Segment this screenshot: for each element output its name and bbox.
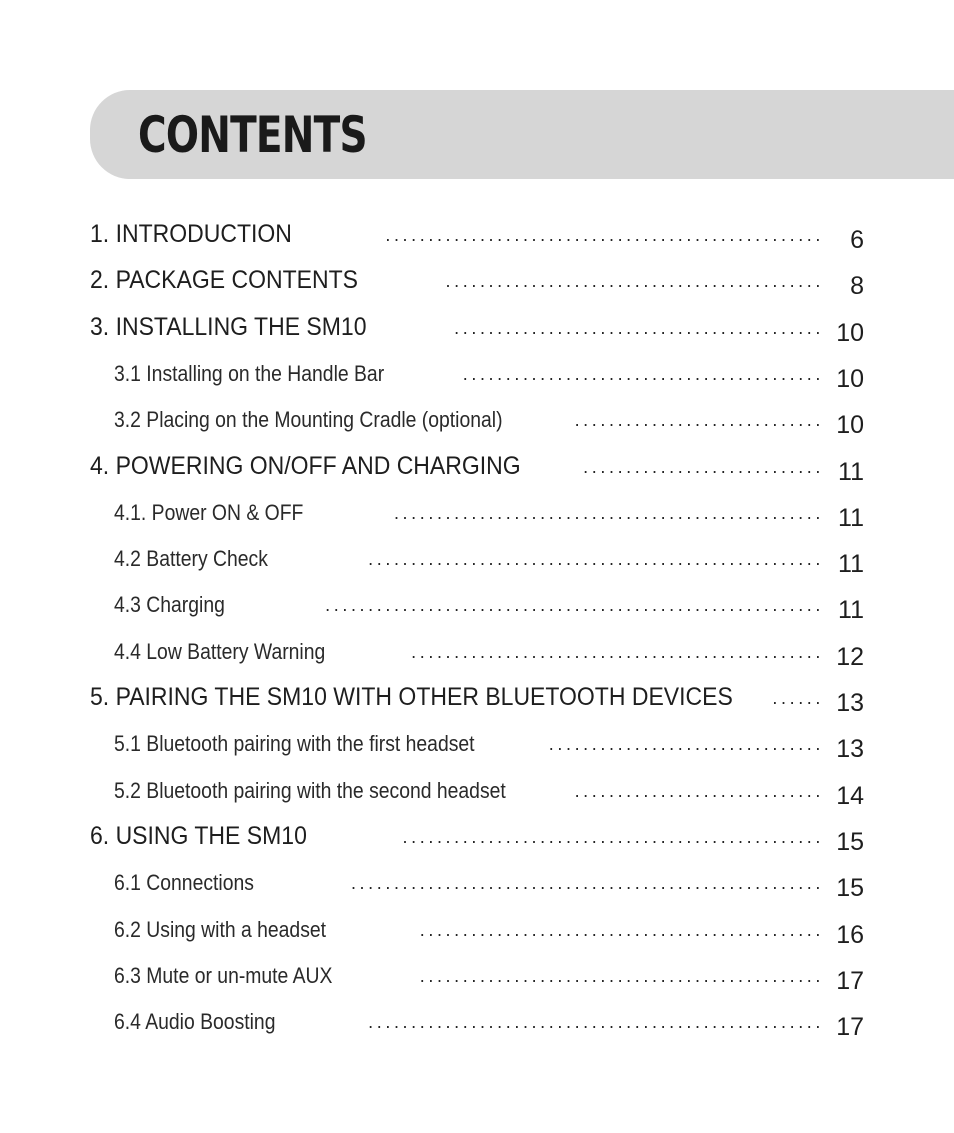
toc-entry[interactable]	[0, 214, 954, 254]
toc-dot-leader: ...................................................	[385, 228, 824, 242]
toc-entry[interactable]	[0, 723, 954, 763]
toc-entry-title: 3.2 Placing on the Mounting Cradle (optional)	[114, 407, 503, 433]
toc-entry[interactable]	[0, 955, 954, 995]
toc-entry-title: 4.2 Battery Check	[114, 546, 268, 572]
toc-entry[interactable]	[0, 492, 954, 532]
toc-dot-leader: ................................................	[411, 644, 824, 659]
toc-entry-title: 3. INSTALLING THE SM10	[90, 312, 367, 341]
toc-entry[interactable]	[0, 909, 954, 949]
toc-dot-leader: .......................................................	[350, 876, 824, 891]
toc-entry[interactable]	[0, 353, 954, 393]
toc-entry-title: 4.3 Charging	[114, 592, 225, 618]
toc-dot-leader: ..........................................	[462, 366, 824, 381]
toc-dot-leader: ...............................................	[419, 968, 824, 983]
toc-dot-leader: ............................................	[445, 274, 824, 289]
toc-entry[interactable]	[0, 307, 954, 347]
toc-entry-title: 4.4 Low Battery Warning	[114, 638, 326, 664]
toc-entry-title: 6.3 Mute or un-mute AUX	[114, 962, 333, 988]
toc-page-number: 10	[836, 411, 864, 440]
toc-entry-title: 6. USING THE SM10	[90, 821, 307, 850]
toc-dot-leader: ......	[772, 691, 824, 705]
toc-dot-leader: ............................	[583, 459, 824, 474]
toc-page-number: 16	[836, 920, 864, 949]
toc-dot-leader: .............................	[574, 783, 824, 798]
toc-page-number: 14	[836, 781, 864, 810]
toc-page-number: 10	[836, 318, 864, 347]
toc-entry-title: 4.1. Power ON & OFF	[114, 499, 304, 525]
toc-entry[interactable]	[0, 677, 954, 717]
toc-entry[interactable]	[0, 260, 954, 300]
toc-entry[interactable]	[0, 862, 954, 902]
toc-entry[interactable]	[0, 584, 954, 624]
toc-entry-title: 2. PACKAGE CONTENTS	[90, 266, 358, 295]
toc-page-number: 11	[838, 503, 864, 532]
toc-entry[interactable]	[0, 770, 954, 810]
toc-page-number: 11	[838, 550, 864, 579]
toc-page-number: 6	[850, 226, 864, 254]
toc-dot-leader: ..................................................	[393, 505, 824, 520]
toc-dot-leader: ................................	[548, 737, 824, 752]
toc-entry[interactable]	[0, 816, 954, 856]
toc-dot-leader: .................................................	[402, 829, 824, 844]
toc-entry[interactable]	[0, 631, 954, 671]
toc-entry-title: 1. INTRODUCTION	[90, 220, 292, 248]
toc-entry-title: 5.2 Bluetooth pairing with the second headset	[114, 777, 506, 803]
toc-page-number: 15	[836, 827, 864, 856]
toc-entry-title: 6.1 Connections	[114, 870, 254, 896]
toc-dot-leader: .....................................................	[368, 1015, 824, 1030]
toc-page-number: 11	[838, 596, 864, 625]
toc-page-number: 17	[836, 966, 864, 995]
toc-entry-title: 5.1 Bluetooth pairing with the first headset	[114, 731, 475, 757]
toc-page-number: 10	[836, 364, 864, 393]
toc-dot-leader: .............................	[574, 413, 824, 428]
toc-entry-title: 6.4 Audio Boosting	[114, 1009, 276, 1035]
toc-page-number: 17	[836, 1013, 864, 1042]
toc-page-number: 13	[836, 689, 864, 717]
header-band	[90, 90, 954, 179]
toc-page-number: 11	[838, 457, 864, 486]
toc-entry-title: 3.1 Installing on the Handle Bar	[114, 360, 385, 386]
toc-entry[interactable]	[0, 1001, 954, 1041]
toc-entry[interactable]	[0, 538, 954, 578]
toc-dot-leader: ..........................................................	[325, 598, 824, 613]
toc-dot-leader: ...............................................	[419, 922, 824, 937]
toc-entry[interactable]	[0, 446, 954, 486]
toc-entry[interactable]	[0, 399, 954, 439]
toc-page-number: 12	[836, 642, 864, 671]
toc-page-number: 8	[850, 272, 864, 301]
toc-dot-leader: .....................................................	[368, 552, 824, 567]
toc-entry-title: 5. PAIRING THE SM10 WITH OTHER BLUETOOTH DEVICES	[90, 683, 733, 711]
toc-entry-title: 6.2 Using with a headset	[114, 916, 327, 942]
toc-entry-title: 4. POWERING ON/OFF AND CHARGING	[90, 451, 521, 480]
toc-dot-leader: ...........................................	[454, 320, 824, 335]
toc-page-number: 13	[836, 735, 864, 764]
page-title: CONTENTS	[138, 106, 367, 164]
toc-page-number: 15	[836, 874, 864, 903]
